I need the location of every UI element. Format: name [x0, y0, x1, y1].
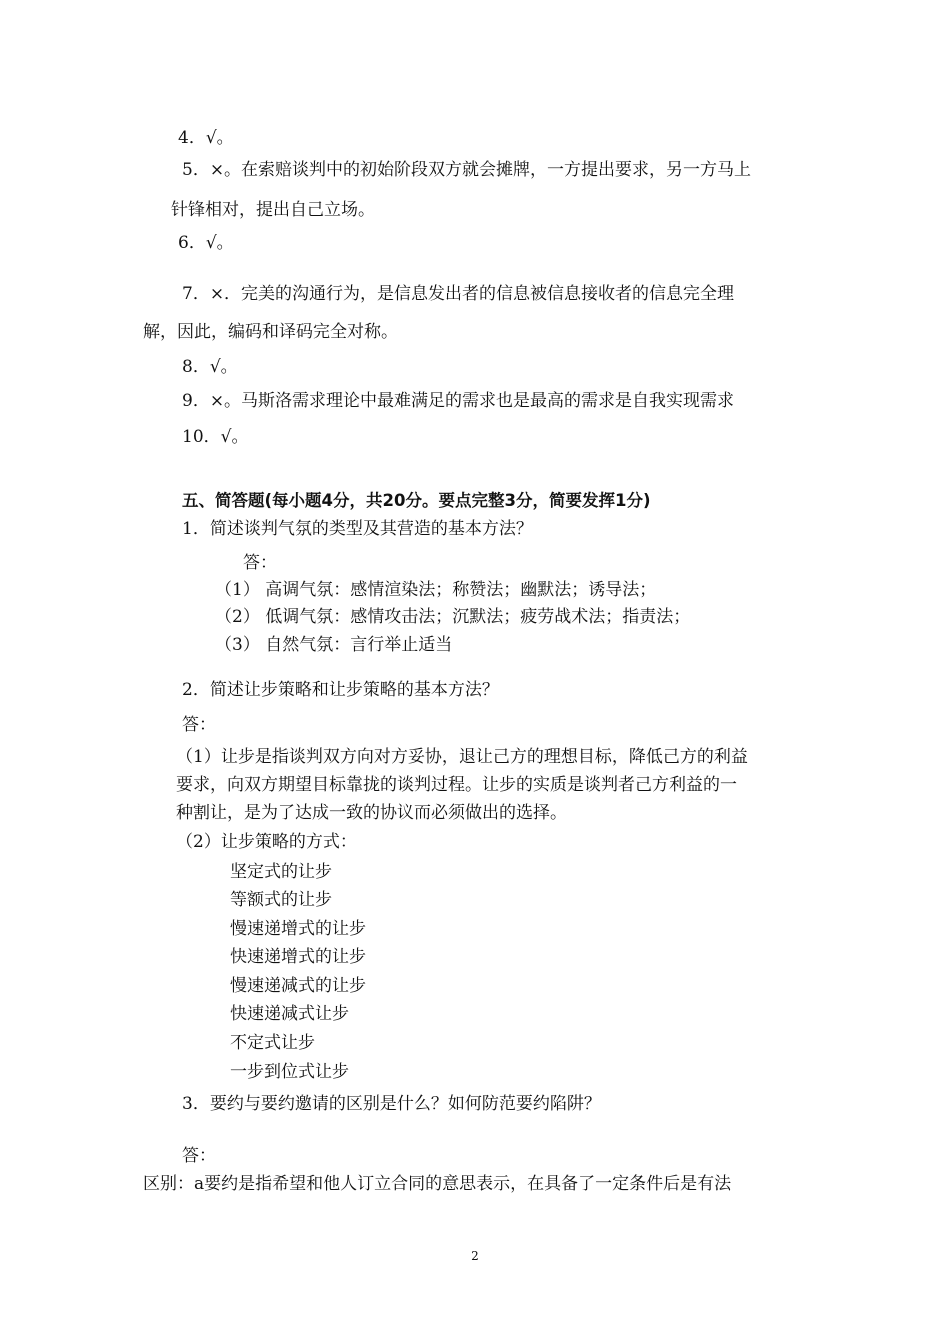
q2-para1-line2: 要求，向双方期望目标靠拢的谈判过程。让步的实质是谈判者己方利益的一 [176, 775, 737, 795]
q3-difference-line1: 区别：a要约是指希望和他人订立合同的意思表示，在具备了一定条件后是有法 [143, 1174, 732, 1194]
tf-answer-4: 4．√。 [178, 128, 234, 148]
concession-method: 等额式的让步 [230, 890, 332, 910]
page-number: 2 [471, 1249, 479, 1263]
q2-para1-line1: （1）让步是指谈判双方向对方妥协，退让己方的理想目标，降低己方的利益 [176, 747, 748, 767]
concession-method: 慢速递减式的让步 [230, 976, 366, 996]
concession-method: 不定式让步 [230, 1033, 315, 1053]
concession-method: 坚定式的让步 [230, 862, 332, 882]
q2-para1-line3: 种割让，是为了达成一致的协议而必须做出的选择。 [176, 803, 567, 823]
q1-answer-label: 答： [243, 553, 277, 573]
concession-method: 慢速递增式的让步 [230, 919, 366, 939]
tf-answer-6: 6．√。 [178, 233, 234, 253]
tf-answer-7-line1: 7．×．完美的沟通行为，是信息发出者的信息被信息接收者的信息完全理 [182, 284, 735, 304]
q1-item-2: （2） 低调气氛：感情攻击法；沉默法；疲劳战术法；指责法； [215, 607, 691, 627]
question-1: 1．简述谈判气氛的类型及其营造的基本方法？ [182, 519, 533, 539]
tf-answer-9: 9．×。马斯洛需求理论中最难满足的需求也是最高的需求是自我实现需求 [182, 391, 735, 411]
q1-item-3: （3） 自然气氛：言行举止适当 [215, 635, 453, 655]
question-3: 3．要约与要约邀请的区别是什么？如何防范要约陷阱？ [182, 1094, 601, 1114]
q3-answer-label: 答： [182, 1146, 216, 1166]
concession-method: 快速递增式的让步 [230, 947, 366, 967]
tf-answer-5-line2: 针锋相对，提出自己立场。 [171, 200, 375, 220]
tf-answer-5-line1: 5．×。在索赔谈判中的初始阶段双方就会摊牌，一方提出要求，另一方马上 [182, 160, 752, 180]
concession-method: 一步到位式让步 [230, 1062, 349, 1082]
q1-item-1: （1） 高调气氛：感情渲染法；称赞法；幽默法；诱导法； [215, 580, 657, 600]
tf-answer-10: 10．√。 [182, 427, 249, 447]
concession-method: 快速递减式让步 [230, 1004, 349, 1024]
tf-answer-7-line2: 解，因此，编码和译码完全对称。 [143, 322, 398, 342]
tf-answer-8: 8．√。 [182, 357, 238, 377]
section-heading: 五、简答题(每小题4分，共20分。要点完整3分，简要发挥1分) [182, 491, 651, 510]
question-2: 2．简述让步策略和让步策略的基本方法？ [182, 680, 499, 700]
q2-para2: （2）让步策略的方式： [176, 832, 357, 852]
q2-answer-label: 答： [182, 715, 216, 735]
